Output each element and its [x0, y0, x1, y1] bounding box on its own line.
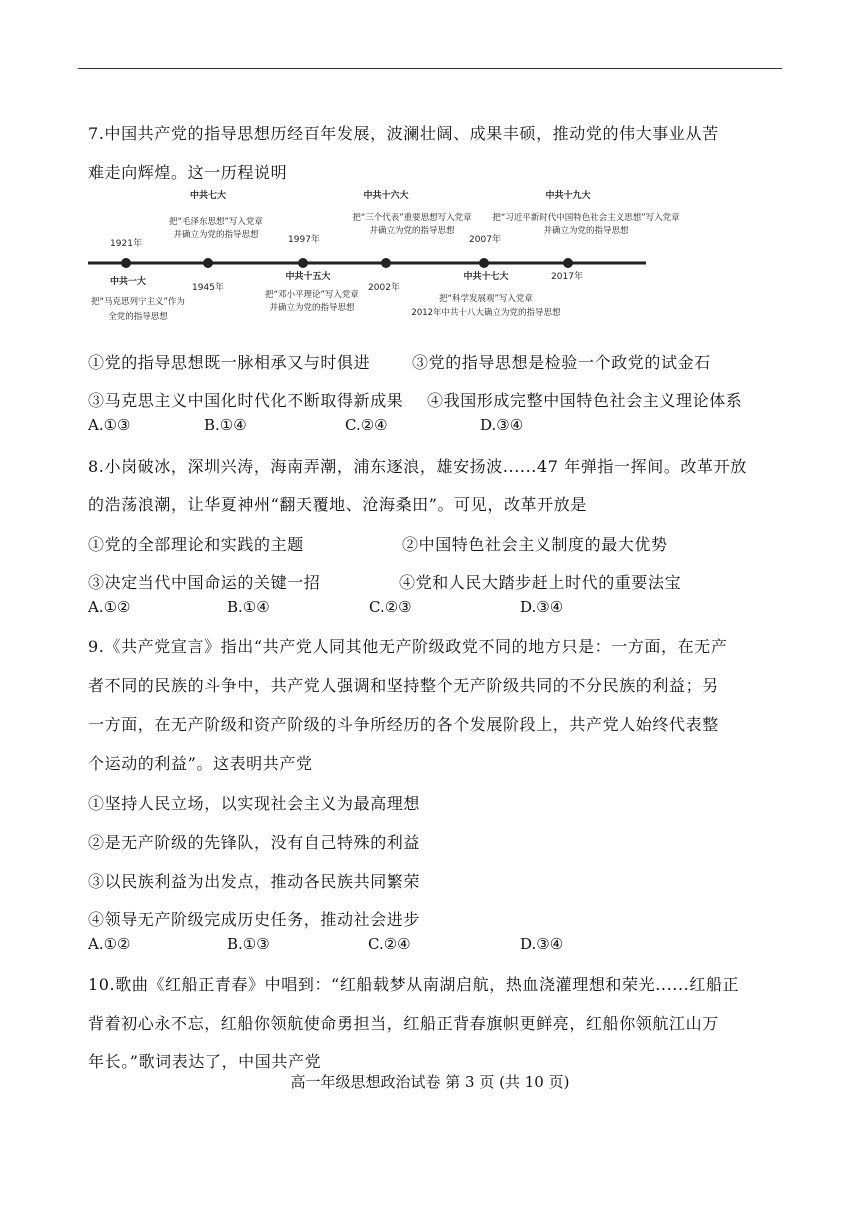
- timeline-desc: 把“科学发展观”写入党章: [439, 294, 533, 304]
- timeline-desc: 并确立为党的指导思想: [369, 226, 455, 236]
- timeline-desc: 并确立为党的指导思想: [543, 226, 629, 236]
- q7-option-a[interactable]: A.①③: [88, 416, 131, 434]
- q9-option-c[interactable]: C.②④: [368, 935, 411, 953]
- q7-statement-3: ③马克思主义中国化时代化不断取得新成果: [88, 391, 404, 410]
- timeline-node-2002: [381, 258, 391, 268]
- timeline-year: 1945年: [192, 283, 224, 293]
- q9-stem-line-4: 个运动的利益”。这表明共产党: [88, 754, 313, 773]
- timeline-desc: 全党的指导思想: [108, 312, 168, 322]
- q7-timeline-figure: [86, 184, 680, 330]
- q9-option-a[interactable]: A.①②: [88, 935, 131, 953]
- q9-statement-4: ④领导无产阶级完成历史任务，推动社会进步: [88, 910, 421, 929]
- timeline-node-2007: [479, 258, 489, 268]
- q9-stem-line-1: 9.《共产党宣言》指出“共产党人同其他无产阶级政党不同的地方只是：一方面，在无产: [88, 637, 728, 656]
- q8-stem-line-1: 8.小岗破冰，深圳兴涛，海南弄潮，浦东逐浪，雄安扬波......47 年弹指一挥间。改革开放: [88, 457, 747, 476]
- timeline-node-1945: [203, 258, 213, 268]
- timeline-desc: 把“邓小平理论”写入党章: [265, 290, 359, 300]
- q7-option-b[interactable]: B.①④: [204, 416, 247, 434]
- timeline-year: 1997年: [288, 235, 320, 245]
- q8-statement-4: ④党和人民大踏步赶上时代的重要法宝: [399, 573, 682, 592]
- timeline-node-2017: [563, 258, 573, 268]
- timeline-desc: 并确立为党的指导思想: [269, 303, 355, 313]
- q7-statement-4: ④我国形成完整中国特色社会主义理论体系: [427, 391, 743, 410]
- q7-statement-1: ①党的指导思想既一脉相承又与时俱进: [88, 353, 371, 372]
- timeline-congress-label: 中共十七大: [463, 272, 509, 282]
- q7-stem-line-2: 难走向辉煌。这一历程说明: [88, 163, 288, 182]
- q10-stem-line-2: 背着初心永不忘，红船你领航使命勇担当，红船正背春旗帜更鲜亮，红船你领航江山万: [88, 1014, 719, 1033]
- timeline-year: 2017年: [551, 272, 583, 282]
- q8-option-b[interactable]: B.①④: [227, 598, 270, 616]
- timeline-congress-label: 中共七大: [189, 191, 227, 201]
- timeline-desc: 把“马克思列宁主义”作为: [91, 297, 185, 307]
- q7-option-d[interactable]: D.③④: [480, 416, 524, 434]
- timeline-desc: 2012年中共十八大确立为党的指导思想: [411, 308, 561, 318]
- q8-statement-1: ①党的全部理论和实践的主题: [88, 535, 304, 554]
- q7-statement-2: ③党的指导思想是检验一个政党的试金石: [412, 353, 711, 372]
- q8-option-d[interactable]: D.③④: [520, 598, 564, 616]
- q10-stem-line-1: 10.歌曲《红船正青春》中唱到：“红船载梦从南湖启航，热血浇灌理想和荣光......红船正: [88, 975, 740, 994]
- q9-statement-3: ③以民族利益为出发点，推动各民族共同繁荣: [88, 872, 421, 891]
- q9-stem-line-3: 一方面，在无产阶级和资产阶级的斗争所经历的各个发展阶段上，共产党人始终代表整: [88, 715, 719, 734]
- timeline-year: 1921年: [110, 239, 142, 249]
- q7-stem-line-1: 7.中国共产党的指导思想历经百年发展，波澜壮阔、成果丰硕，推动党的伟大事业从苦: [88, 124, 719, 143]
- timeline-desc: 把“三个代表”重要思想写入党章: [352, 213, 472, 223]
- q8-statement-2: ②中国特色社会主义制度的最大优势: [402, 535, 668, 554]
- timeline-congress-label: 中共十六大: [363, 191, 409, 201]
- timeline-desc: 把“毛泽东思想”写入党章: [169, 217, 263, 227]
- timeline-congress-label: 中共十五大: [285, 272, 331, 282]
- q10-stem-line-3: 年长。”歌词表达了，中国共产党: [88, 1052, 322, 1071]
- timeline-congress-label: 中共一大: [109, 277, 147, 287]
- q7-option-c[interactable]: C.②④: [345, 416, 388, 434]
- header-rule: [78, 68, 782, 69]
- q8-option-a[interactable]: A.①②: [88, 598, 131, 616]
- q9-stem-line-2: 者不同的民族的斗争中，共产党人强调和坚持整个无产阶级共同的不分民族的利益；另: [88, 676, 719, 695]
- q9-option-b[interactable]: B.①③: [227, 935, 270, 953]
- timeline-desc: 并确立为党的指导思想: [173, 230, 259, 240]
- timeline-desc: 把“习近平新时代中国特色社会主义思想”写入党章: [492, 213, 680, 223]
- timeline-node-1921: [121, 258, 131, 268]
- timeline-node-1997: [298, 258, 308, 268]
- q8-statement-3: ③决定当代中国命运的关键一招: [88, 573, 321, 592]
- q8-stem-line-2: 的浩荡浪潮，让华夏神州“翻天覆地、沧海桑田”。可见，改革开放是: [88, 495, 587, 514]
- page-footer: 高一年级思想政治试卷 第 3 页 (共 10 页): [290, 1073, 570, 1091]
- timeline-congress-label: 中共十九大: [545, 191, 591, 201]
- q9-statement-1: ①坚持人民立场，以实现社会主义为最高理想: [88, 794, 421, 813]
- timeline-year: 2007年: [469, 235, 501, 245]
- q9-statement-2: ②是无产阶级的先锋队，没有自己特殊的利益: [88, 833, 421, 852]
- q8-option-c[interactable]: C.②③: [369, 598, 412, 616]
- q9-option-d[interactable]: D.③④: [520, 935, 564, 953]
- timeline-year: 2002年: [368, 283, 400, 293]
